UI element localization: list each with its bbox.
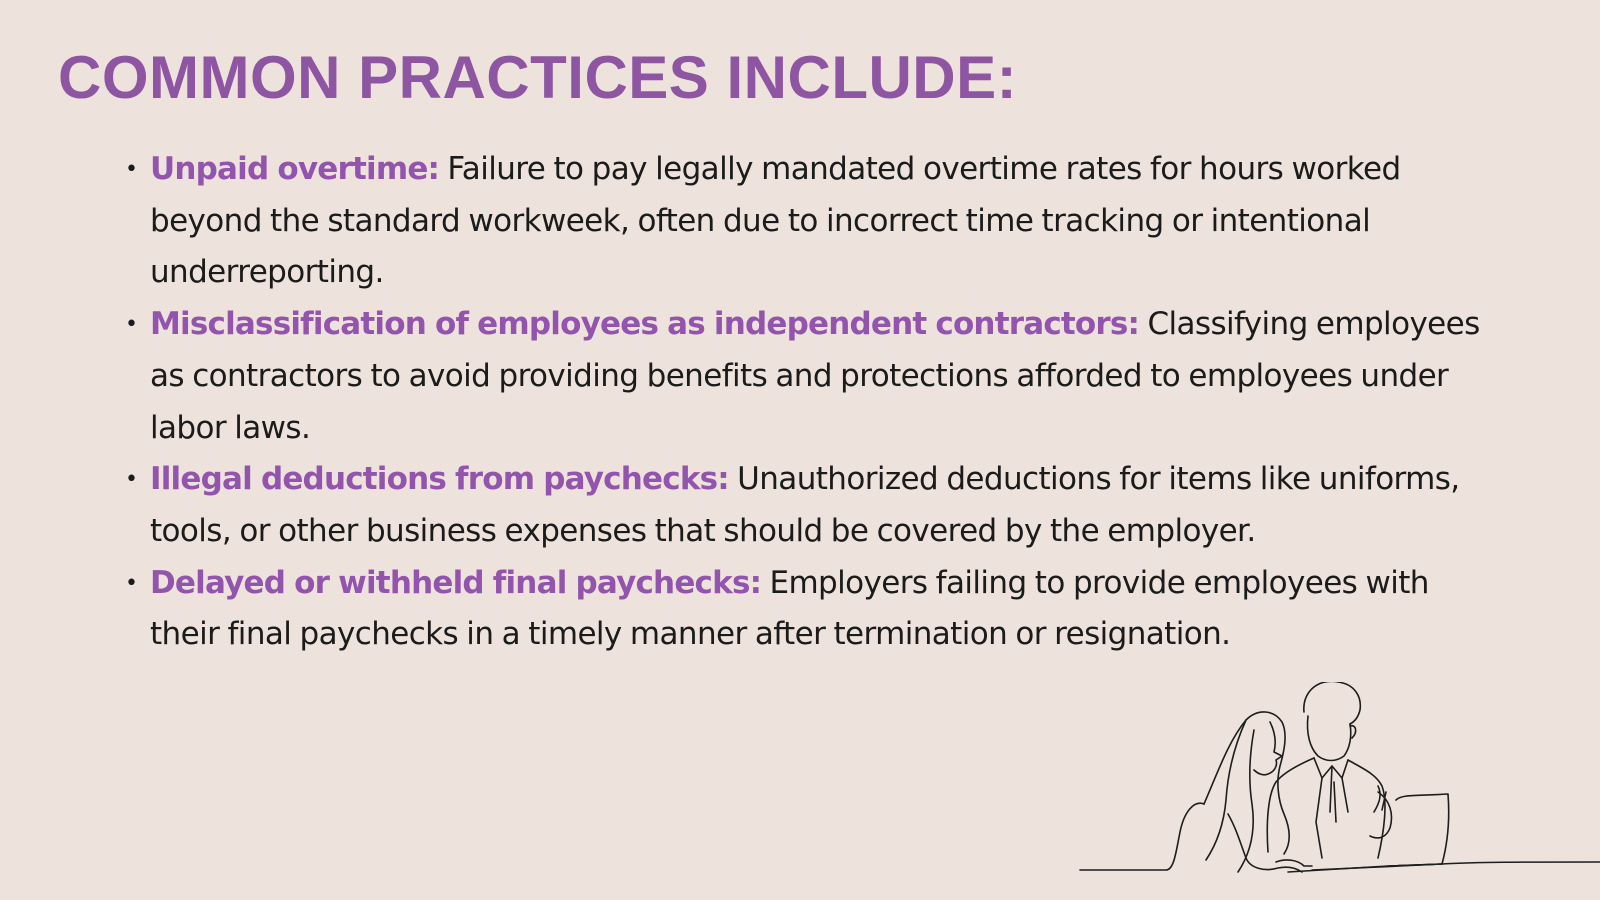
woman-arm <box>1228 814 1302 872</box>
woman-hair <box>1204 712 1289 854</box>
laptop-screen <box>1388 794 1449 866</box>
list-item <box>125 558 1490 661</box>
bullet-description: Unauthorized deductions for items like uniforms, tools, or other business expenses that should be covered by the employer. <box>150 461 1460 549</box>
bullet-dot-icon: • <box>125 467 138 493</box>
man-lapel <box>1316 778 1348 858</box>
man-hair <box>1304 682 1360 724</box>
slide-title: COMMON PRACTICES INCLUDE: <box>58 44 1018 111</box>
two-people-at-laptop-illustration <box>1078 682 1600 900</box>
man-face <box>1307 716 1350 761</box>
woman-hand <box>1276 860 1312 866</box>
bullet-term: Misclassification of employees as independent contractors: <box>150 306 1140 343</box>
woman-hair-strand <box>1238 730 1254 872</box>
bullet-term: Illegal deductions from paychecks: <box>150 461 729 498</box>
man-arm <box>1370 792 1392 838</box>
list-item <box>125 299 1490 454</box>
woman-face <box>1254 722 1282 775</box>
bullet-dot-icon: • <box>125 570 138 596</box>
man-hand <box>1374 786 1386 812</box>
man-shirt <box>1330 766 1336 822</box>
bullet-term: Unpaid overtime: <box>150 151 440 187</box>
bullet-description: Classifying employees as contractors to avoid providing benefits and protections afforded to employees under labor laws. <box>150 306 1480 446</box>
list-item <box>125 454 1490 557</box>
bullet-term: Delayed or withheld final paychecks: <box>150 564 762 601</box>
bullet-dot-icon: • <box>125 157 138 182</box>
woman-hair-inner <box>1206 720 1246 860</box>
ground-line-left <box>1080 803 1204 870</box>
bullet-dot-icon: • <box>125 312 138 338</box>
list-item <box>125 144 1490 299</box>
man-jacket-left <box>1267 758 1314 852</box>
bullet-description: Employers failing to provide employees with their final paychecks in a timely manner after termination or resignation. <box>150 564 1429 653</box>
ground-line-right <box>1312 862 1600 870</box>
man-jacket-right <box>1348 760 1385 858</box>
bullet-list <box>125 144 1490 661</box>
bullet-description: Failure to pay legally mandated overtime rates for hours worked beyond the standard workweek, often due to incorrect time tracking or intentional underreporting. <box>150 151 1401 291</box>
